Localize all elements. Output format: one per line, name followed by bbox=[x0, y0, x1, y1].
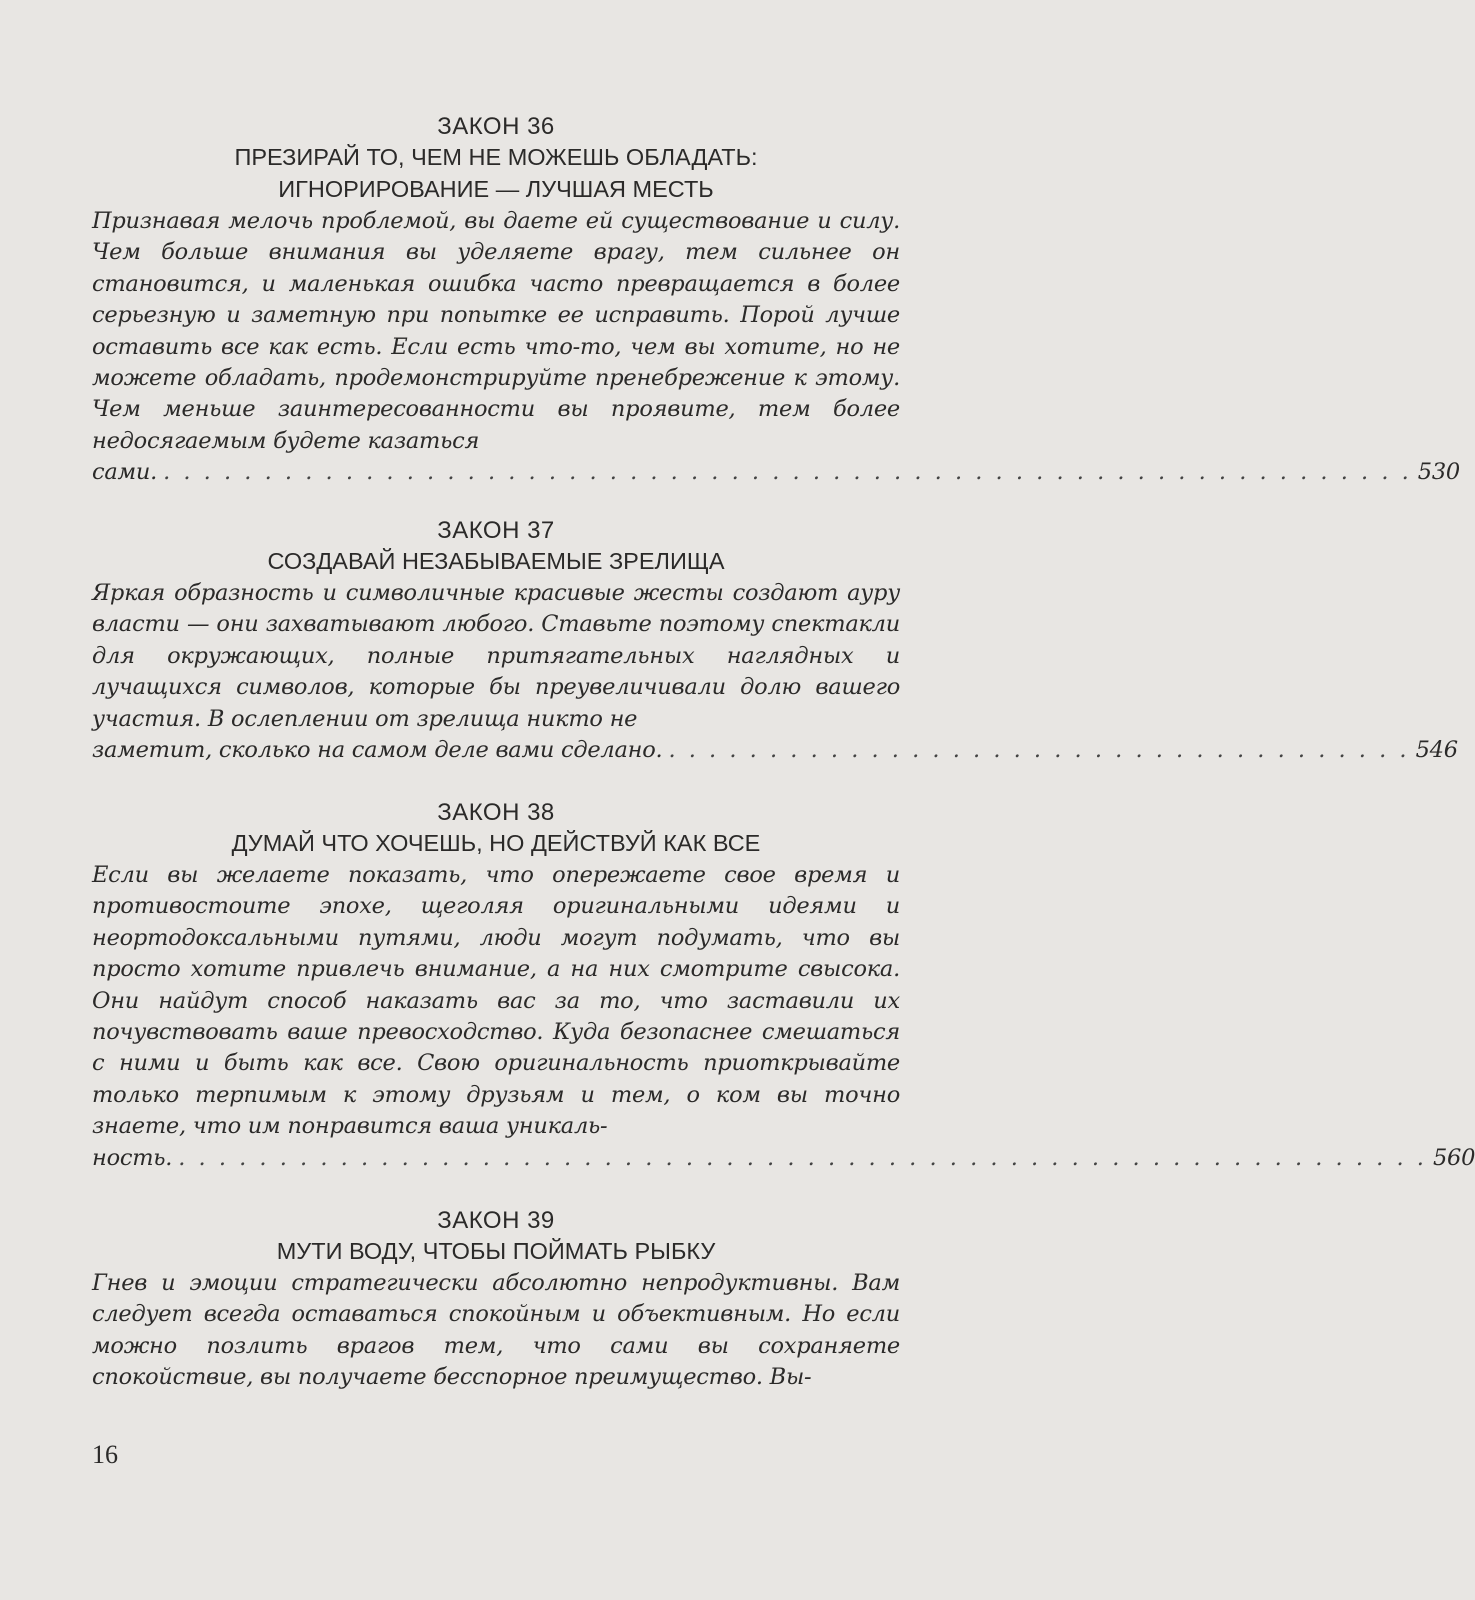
law-title-line: СОЗДАВАЙ НЕЗАБЫВАЕМЫЕ ЗРЕЛИЩА bbox=[267, 548, 725, 574]
law-36-section bbox=[92, 112, 1460, 489]
law-title-line: ДУМАЙ ЧТО ХОЧЕШЬ, НО ДЕЙСТВУЙ КАК ВСЕ bbox=[231, 830, 761, 856]
law-39-section bbox=[92, 1206, 900, 1394]
law-number: ЗАКОН 39 bbox=[437, 1207, 555, 1234]
description-tail: ность. bbox=[92, 1144, 173, 1171]
law-description: Если вы желаете показать, что опережаете свое время и противостоите эпохе, щеголяя оригинальными идеями и неортодоксальными путями, люди могут подумать, что вы просто хотите привлечь внимание, а на них смотрите свысока. Они найдут способ наказать вас за то, что заставили их почувствовать ваше превосходство. Куда безопаснее смешаться с ними и быть как все. Свою оригинальность приоткрывайте только терпимым к этому друзьям и тем, о ком вы точно знаете, что им понравится ваша уникаль- bbox=[92, 862, 900, 1140]
law-38-section bbox=[92, 798, 1475, 1174]
leader-dots: . . . . . . . . . . . . . . . . . . . . . . . . . . . . . . . . . . . . . bbox=[668, 737, 1410, 764]
law-title-line: ИГНОРИРОВАНИЕ — ЛУЧШАЯ МЕСТЬ bbox=[278, 176, 714, 202]
law-description: Признавая мелочь проблемой, вы даете ей существование и силу. Чем больше внимания вы уделяете врагу, тем сильнее он становится, и маленькая ошибка часто превращается в более серьезную и заметную при попытке ее исправить. Порой лучше оставить все как есть. Если есть что-то, чем вы хотите, но не можете обладать, продемонстрируйте пренебрежение к этому. Чем меньше заинтересованности вы проявите, тем более недосягаемым будете казаться bbox=[92, 208, 900, 454]
description-tail: сами. bbox=[92, 459, 158, 486]
law-title-line: МУТИ ВОДУ, ЧТОБЫ ПОЙМАТЬ РЫБКУ bbox=[276, 1238, 716, 1264]
law-number: ЗАКОН 37 bbox=[437, 517, 555, 544]
toc-entry-line bbox=[92, 1143, 1475, 1174]
page-reference: 530 bbox=[1417, 459, 1460, 486]
toc-entry-line bbox=[92, 457, 1460, 488]
law-description: Яркая образность и символичные красивые жесты создают ауру власти — они захватывают любого. Ставьте поэтому спектакли для окружающих, полные притягательных наглядных и лучащихся символов, которые бы преувеличивали долю вашего участия. В ослеплении от зрелища никто не bbox=[92, 580, 900, 732]
toc-entry-line bbox=[92, 735, 1458, 766]
law-number: ЗАКОН 38 bbox=[437, 799, 555, 826]
law-title-line: ПРЕЗИРАЙ ТО, ЧЕМ НЕ МОЖЕШЬ ОБЛАДАТЬ: bbox=[234, 144, 758, 170]
description-tail: заметит, сколько на самом деле вами сделано. bbox=[92, 737, 663, 764]
page-number: 16 bbox=[92, 1440, 118, 1469]
law-number: ЗАКОН 36 bbox=[437, 113, 555, 140]
law-37-section bbox=[92, 516, 1458, 766]
page-reference: 546 bbox=[1415, 737, 1458, 764]
leader-dots: . . . . . . . . . . . . . . . . . . . . . . . . . . . . . . . . . . . . . . . . . . . . . . . . . . . . . . . . . . . . . . bbox=[178, 1144, 1427, 1171]
leader-dots: . . . . . . . . . . . . . . . . . . . . . . . . . . . . . . . . . . . . . . . . . . . . . . . . . . . . . . . . . . . . . . bbox=[163, 459, 1412, 486]
page-reference: 560 bbox=[1432, 1144, 1475, 1171]
law-description: Гнев и эмоции стратегически абсолютно непродуктивны. Вам следует всегда оставаться спокойным и объективным. Но если можно позлить врагов тем, что сами вы сохраняете спокойствие, вы получаете бесспорное преимущество. Вы- bbox=[92, 1270, 900, 1391]
